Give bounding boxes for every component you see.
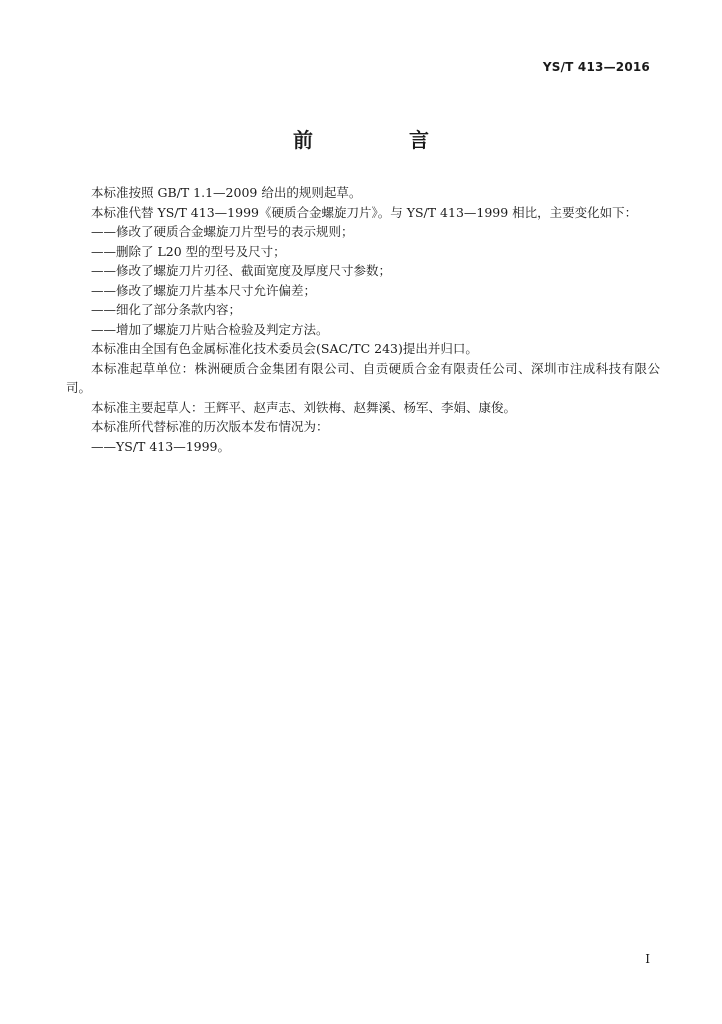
list-item-change: ——增加了螺旋刀片贴合检验及判定方法。 — [91, 321, 329, 337]
paragraph-drafting-units: 本标准起草单位：株洲硬质合金集团有限公司、自贡硬质合金有限责任公司、深圳市注成科技有限公司。 — [66, 360, 660, 395]
list-item-change: ——细化了部分条款内容； — [91, 302, 242, 317]
page-number: I — [645, 952, 650, 966]
list-item-previous-edition: ——YS/T 413—1999。 — [91, 438, 231, 454]
paragraph-replaces: 本标准代替 YS/T 413—1999《硬质合金螺旋刀片》。与 YS/T 413—1999 相比，主要变化如下： — [91, 204, 638, 220]
paragraph-proposed-by: 本标准由全国有色金属标准化技术委员会(SAC/TC 243)提出并归口。 — [91, 341, 478, 356]
foreword-body — [66, 183, 660, 456]
list-item-change: ——删除了 L20 型的型号及尺寸； — [91, 243, 286, 259]
list-item-change: ——修改了螺旋刀片刃径、截面宽度及厚度尺寸参数； — [91, 263, 392, 278]
paragraph-previous-editions: 本标准所代替标准的历次版本发布情况为： — [91, 419, 329, 434]
list-item-change: ——修改了硬质合金螺旋刀片型号的表示规则； — [91, 224, 354, 239]
paragraph-drafting-rules: 本标准按照 GB/T 1.1—2009 给出的规则起草。 — [91, 185, 362, 200]
paragraph-drafters: 本标准主要起草人：王辉平、赵声志、刘铁梅、赵舞溪、杨军、李娟、康俊。 — [91, 399, 517, 415]
standard-code: YS/T 413—2016 — [542, 60, 650, 74]
list-item-change: ——修改了螺旋刀片基本尺寸允许偏差； — [91, 282, 317, 298]
page-title: 前 言 — [293, 128, 467, 152]
